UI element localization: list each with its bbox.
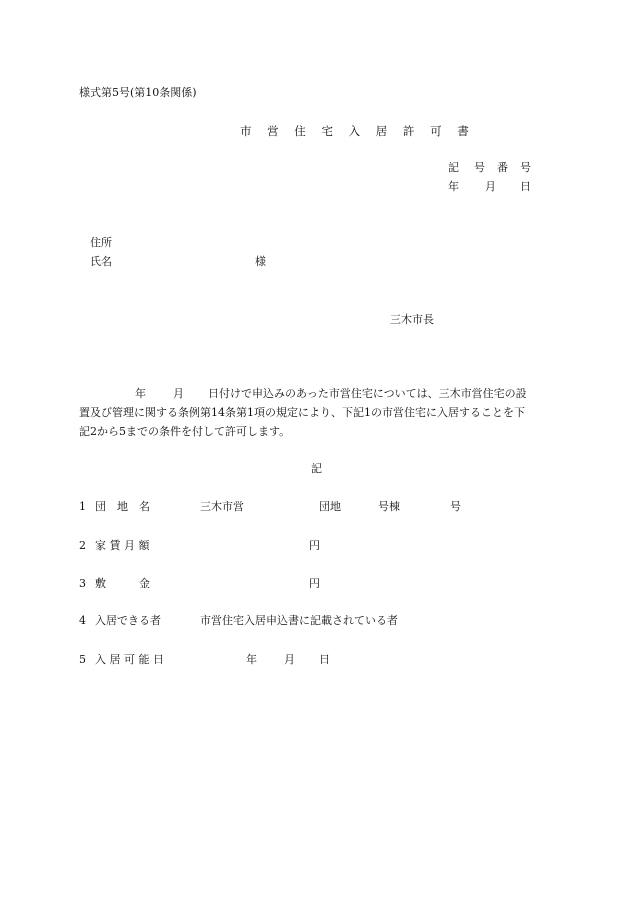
- item-value: 市営住宅入居申込書に記載されている者: [200, 614, 398, 627]
- body-year: 年: [135, 387, 146, 400]
- ki-heading: 記: [311, 462, 322, 475]
- item-value: 号: [450, 500, 461, 513]
- item-value: 三木市営: [200, 500, 244, 513]
- body-line-3: 記2から5までの条件を付して許可します。: [79, 425, 291, 438]
- issue-date-year: 年: [448, 180, 459, 193]
- item-number: 3: [79, 577, 86, 590]
- doc-number-ki: 記: [448, 161, 459, 174]
- body-line-2: 置及び管理に関する条例第14条第1項の規定により、下記1の市営住宅に入居することを下: [79, 406, 525, 419]
- form-label: 様式第5号(第10条関係): [79, 86, 197, 99]
- address-label: 住所: [90, 236, 112, 249]
- item-month: 月: [284, 653, 295, 666]
- issue-date-month: 月: [485, 180, 496, 193]
- item-day: 日: [319, 653, 330, 666]
- item-label: 家 賃 月 額: [95, 539, 150, 552]
- item-number: 5: [79, 653, 86, 666]
- body-month: 月: [173, 387, 184, 400]
- body-line-1: 日付けで申込みのあった市営住宅については、三木市営住宅の設: [208, 387, 527, 400]
- doc-number-go: 号: [474, 161, 485, 174]
- item-number: 2: [79, 539, 86, 552]
- item-unit: 円: [309, 577, 320, 590]
- item-number: 4: [79, 614, 86, 627]
- issuer-name: 三木市長: [390, 313, 434, 326]
- item-label: 入 居 可 能 日: [95, 653, 164, 666]
- doc-number-go2: 号: [520, 161, 531, 174]
- issue-date-day: 日: [520, 180, 531, 193]
- item-unit: 円: [309, 539, 320, 552]
- item-number: 1: [79, 500, 86, 513]
- document-title: 市 営 住 宅 入 居 許 可 書: [240, 124, 475, 138]
- item-label: 団 地 名: [95, 500, 150, 513]
- name-label: 氏名: [90, 255, 112, 268]
- doc-number-ban: 番: [497, 161, 508, 174]
- item-label: 入居できる者: [95, 614, 161, 627]
- item-value: 団地: [319, 500, 341, 513]
- honorific: 様: [255, 255, 266, 268]
- item-year: 年: [246, 653, 257, 666]
- item-value: 号棟: [378, 500, 400, 513]
- item-label: 敷 金: [95, 577, 150, 590]
